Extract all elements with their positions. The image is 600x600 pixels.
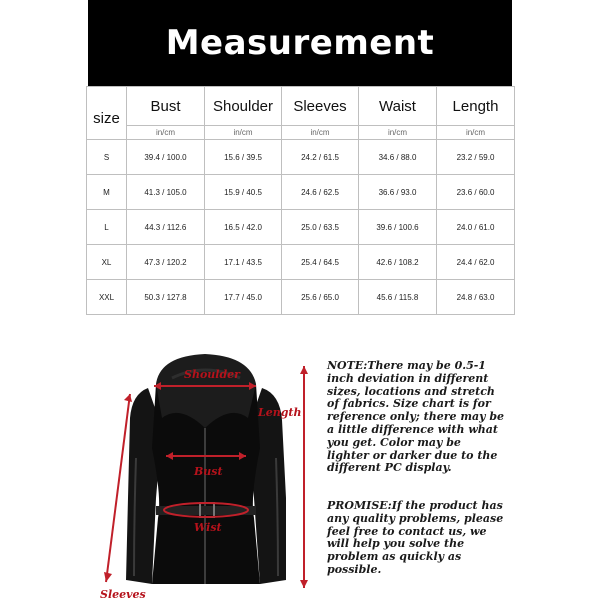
column-header-shoulder: Shoulder xyxy=(205,87,282,126)
table-cell: 44.3 / 112.6 xyxy=(127,210,205,245)
sleeves-label: Sleeves xyxy=(100,588,146,600)
arrow-head xyxy=(300,580,308,588)
table-row xyxy=(87,140,515,175)
shoulder-label: Shoulder xyxy=(184,368,240,381)
length-label: Length xyxy=(258,406,302,419)
table-cell: 39.4 / 100.0 xyxy=(127,140,205,175)
table-cell: 25.0 / 63.5 xyxy=(282,210,359,245)
column-header-sleeves: Sleeves xyxy=(282,87,359,126)
unit-label: in/cm xyxy=(359,126,437,140)
table-cell: 24.2 / 61.5 xyxy=(282,140,359,175)
table-cell: 23.6 / 60.0 xyxy=(437,175,515,210)
table-cell: 16.5 / 42.0 xyxy=(205,210,282,245)
table-cell: 39.6 / 100.6 xyxy=(359,210,437,245)
table-row xyxy=(87,210,515,245)
table-cell: 47.3 / 120.2 xyxy=(127,245,205,280)
title-banner xyxy=(88,0,512,86)
table-cell: 24.0 / 61.0 xyxy=(437,210,515,245)
table-cell: 34.6 / 88.0 xyxy=(359,140,437,175)
unit-label: in/cm xyxy=(437,126,515,140)
size-cell: XL xyxy=(87,245,127,280)
quality-promise: PROMISE:If the product has any quality problems, please feel free to contact us, we will help you solve the problem as quickly as possible. xyxy=(327,499,504,576)
arrow-head xyxy=(300,366,308,374)
size-column-header: size xyxy=(87,87,127,140)
table-cell: 24.8 / 63.0 xyxy=(437,280,515,315)
unit-row xyxy=(87,126,515,140)
unit-label: in/cm xyxy=(127,126,205,140)
page-title: Measurement xyxy=(165,23,435,63)
table-cell: 36.6 / 93.0 xyxy=(359,175,437,210)
table-cell: 41.3 / 105.0 xyxy=(127,175,205,210)
table-cell: 42.6 / 108.2 xyxy=(359,245,437,280)
size-cell: M xyxy=(87,175,127,210)
column-header-bust: Bust xyxy=(127,87,205,126)
table-cell: 25.4 / 64.5 xyxy=(282,245,359,280)
table-cell: 15.9 / 40.5 xyxy=(205,175,282,210)
unit-label: in/cm xyxy=(205,126,282,140)
table-row xyxy=(87,245,515,280)
jacket-measurement-diagram xyxy=(90,348,320,600)
bust-label: Bust xyxy=(194,465,223,478)
sleeves-measure-line xyxy=(106,394,130,582)
size-cell: S xyxy=(87,140,127,175)
column-header-waist: Waist xyxy=(359,87,437,126)
column-header-length: Length xyxy=(437,87,515,126)
size-cell: XXL xyxy=(87,280,127,315)
table-cell: 17.7 / 45.0 xyxy=(205,280,282,315)
table-cell: 23.2 / 59.0 xyxy=(437,140,515,175)
table-cell: 25.6 / 65.0 xyxy=(282,280,359,315)
table-cell: 50.3 / 127.8 xyxy=(127,280,205,315)
size-chart-table xyxy=(86,86,515,315)
table-cell: 24.4 / 62.0 xyxy=(437,245,515,280)
table-cell: 24.6 / 62.5 xyxy=(282,175,359,210)
table-cell: 45.6 / 115.8 xyxy=(359,280,437,315)
table-cell: 15.6 / 39.5 xyxy=(205,140,282,175)
waist-label: Wist xyxy=(194,521,222,534)
table-header-row xyxy=(87,87,515,126)
table-cell: 17.1 / 43.5 xyxy=(205,245,282,280)
table-row xyxy=(87,175,515,210)
table-row xyxy=(87,280,515,315)
size-cell: L xyxy=(87,210,127,245)
deviation-note: NOTE:There may be 0.5-1 inch deviation in different sizes, locations and stretch of fabrics. Size chart is for reference only; there may be a little difference with what you get. Color may be lighter or darker due to the different PC display. xyxy=(327,359,505,475)
unit-label: in/cm xyxy=(282,126,359,140)
